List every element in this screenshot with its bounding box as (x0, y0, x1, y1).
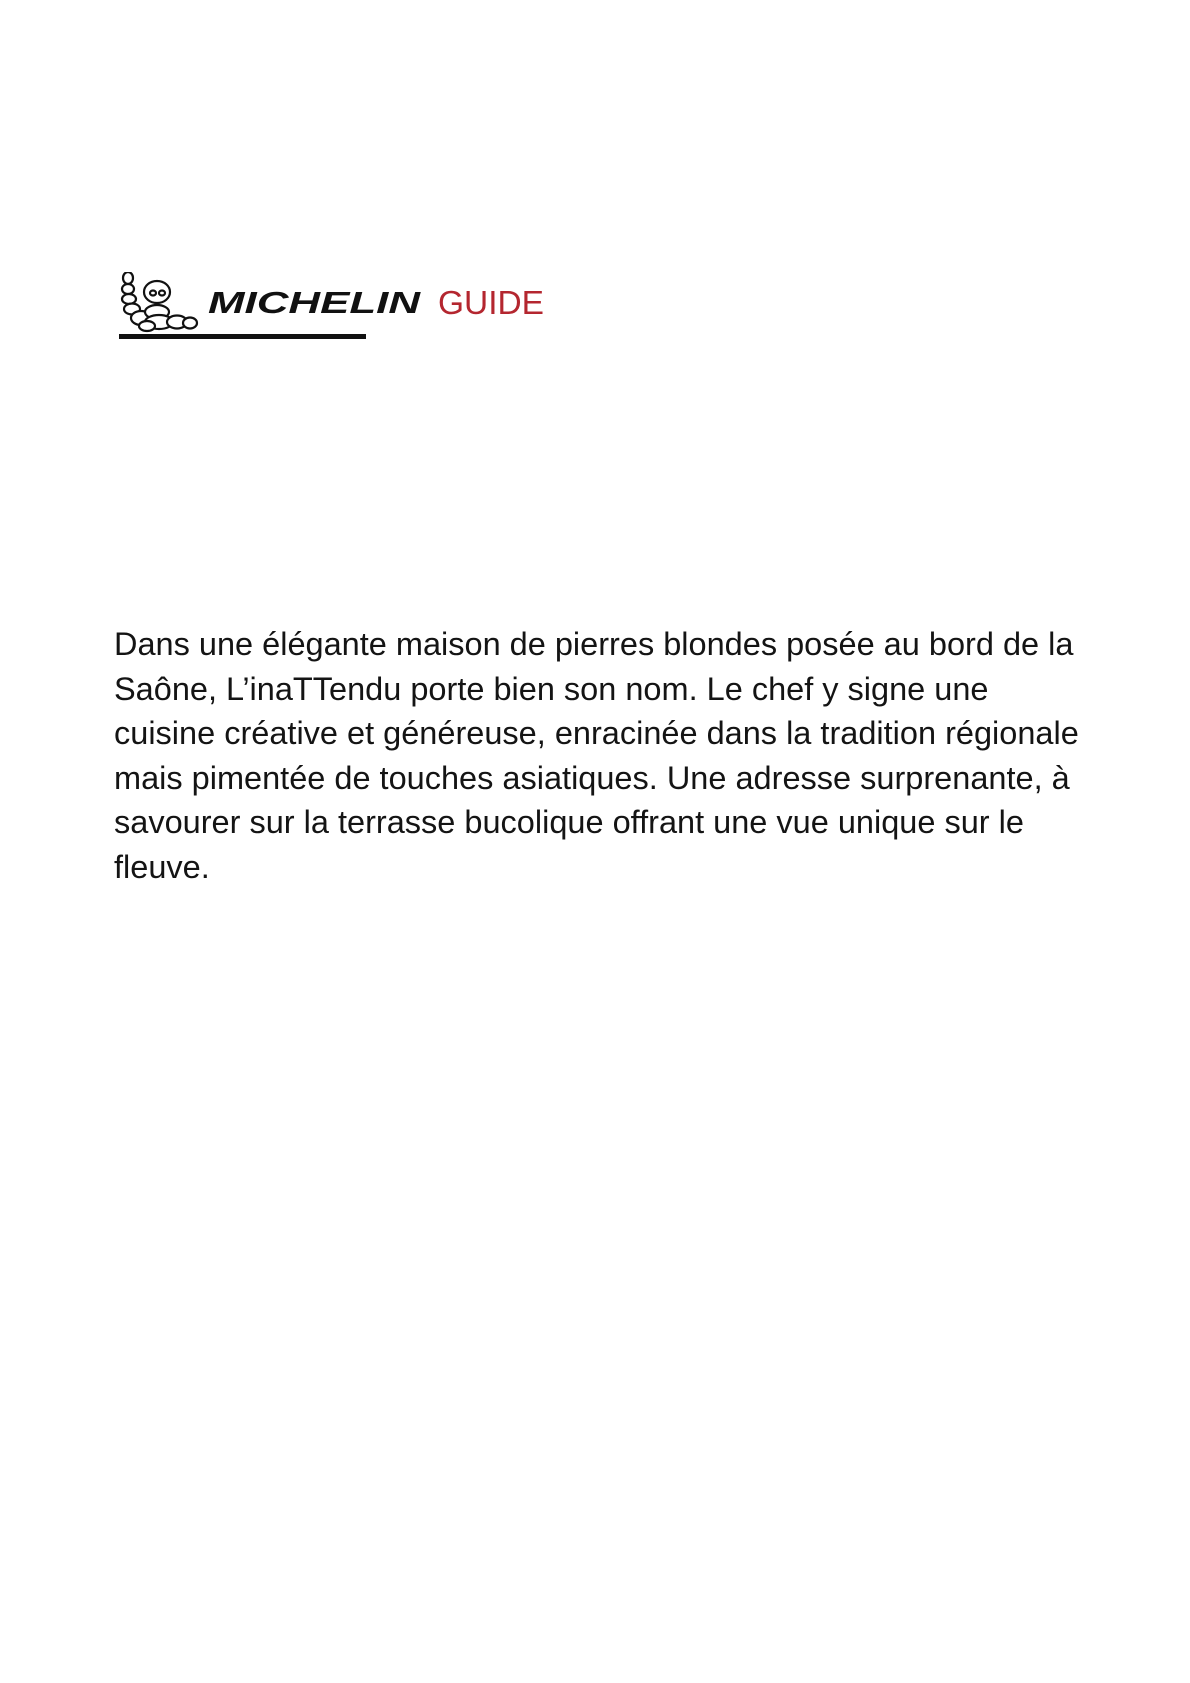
restaurant-description: Dans une élégante maison de pierres blondes posée au bord de la Saône, L’inaTTendu porte bien son nom. Le chef y signe une cuisine créative et généreuse, enracinée dans la tradition régionale mais pimentée de touches asiatiques. Une adresse surprenante, à savourer sur la terrasse bucolique offrant une vue unique sur le fleuve. (114, 626, 1079, 885)
underline (119, 334, 366, 339)
michelin-guide-logo (115, 272, 585, 344)
bibendum-icon (122, 272, 197, 331)
michelin-wordmark: MICHELIN (208, 285, 421, 320)
guide-wordmark: GUIDE (438, 284, 544, 321)
